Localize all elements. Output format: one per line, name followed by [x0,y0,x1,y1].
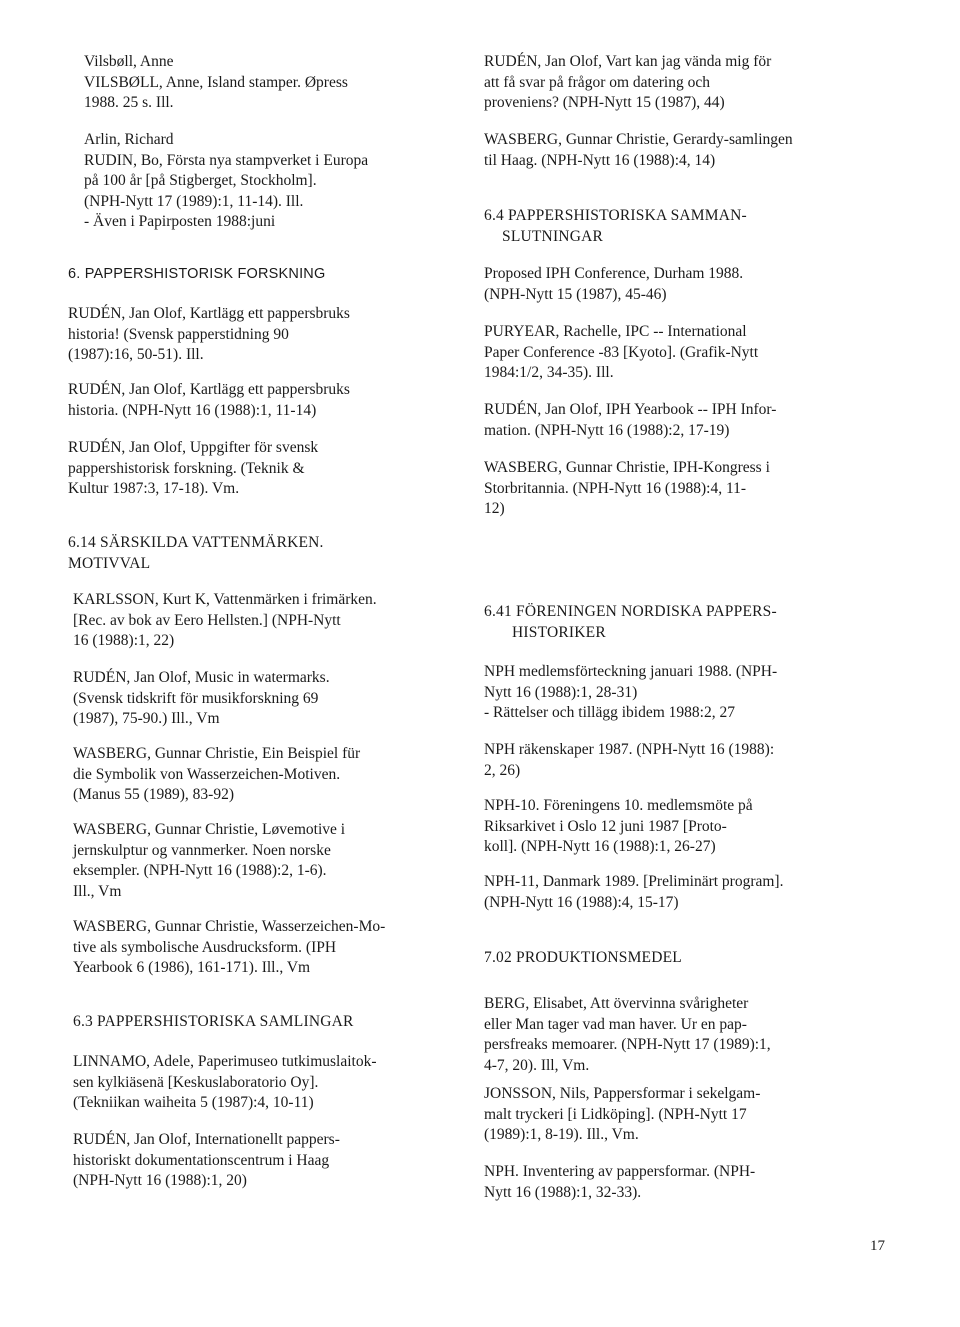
entry-line: die Symbolik von Wasserzeichen-Motiven. [73,765,341,783]
section-heading-6-41 [484,602,884,643]
entry-line: Riksarkivet i Oslo 12 juni 1987 [Proto- [484,817,727,835]
entry-line: eksempler. (NPH-Nytt 16 (1988):2, 1-6). [73,862,327,879]
entry-line: jernskulptur og vannmerker. Noen norske [73,841,331,859]
bibliography-entry-ruden-kartlagg-1 [68,304,428,366]
bibliography-entry-nph-rakenskaper [484,740,844,781]
bibliography-entry-karlsson [73,590,433,652]
entry-line: RUDÉN, Jan Olof, Vart kan jag vända mig för [484,53,772,70]
bibliography-entry-nph-inventering [484,1162,844,1203]
heading-line: MOTIVVAL [68,554,151,572]
entry-line: (Svensk tidskrift för musikforskning 69 [73,689,319,707]
heading-line: 6.41 FÖRENINGEN NORDISKA PAPPERS- [484,603,777,620]
bibliography-entry-ruden-uppgifter [68,438,428,500]
entry-line: WASBERG, Gunnar Christie, Gerardy-samlingen [484,131,793,148]
entry-line: WASBERG, Gunnar Christie, IPH-Kongress i [484,459,770,476]
entry-line: proveniens? (NPH-Nytt 15 (1987), 44) [484,94,725,111]
entry-line: eller Man tager vad man haver. Ur en pap- [484,1015,747,1033]
heading-line: HISTORIKER [512,623,606,641]
section-heading-6-3 [73,1012,473,1033]
entry-line: RUDÉN, Jan Olof, Kartlägg ett pappersbruks [68,381,350,398]
entry-line: (1989):1, 8-19). Ill., Vm. [484,1126,639,1143]
bibliography-entry-jonsson [484,1084,844,1146]
heading-line: 6. PAPPERSHISTORISK FORSKNING [68,266,326,282]
entry-line: att få svar på frågor om datering och [484,73,710,91]
entry-line: VILSBØLL, Anne, Island stamper. Øpress [84,73,348,91]
bibliography-entry-ruden-kartlagg-2 [68,380,428,421]
entry-line: Ill., Vm [73,882,122,900]
bibliography-entry-proposed-iph [484,264,844,305]
heading-line: 7.02 PRODUKTIONSMEDEL [484,949,682,966]
bibliography-entry-wasberg-lovemotive [73,820,433,902]
entry-line: (NPH-Nytt 17 (1989):1, 11-14). Ill. [84,192,304,210]
entry-line: RUDÉN, Jan Olof, Music in watermarks. [73,669,330,686]
entry-line: - Även i Papirposten 1988:juni [84,213,276,230]
entry-line: (1987), 75-90.) Ill., Vm [73,710,220,727]
bibliography-entry-arlin [84,130,444,233]
entry-line: på 100 år [på Stigberget, Stockholm]. [84,172,317,189]
entry-line: historia! (Svensk papperstidning 90 [68,325,289,343]
page-number: 17 [870,1238,885,1254]
bibliography-entry-wasberg-beispiel [73,744,433,806]
entry-line: Nytt 16 (1988):1, 32-33). [484,1183,642,1201]
bibliography-entry-ruden-vart [484,52,844,114]
entry-line: [Rec. av bok av Eero Hellsten.] (NPH-Nytt [73,611,341,629]
entry-line: malt tryckeri [i Lidköping]. (NPH-Nytt 17 [484,1105,747,1123]
section-heading-6-4 [484,206,884,247]
bibliography-entry-linnamo [73,1052,433,1114]
entry-line: til Haag. (NPH-Nytt 16 (1988):4, 14) [484,151,716,169]
heading-line: 6.3 PAPPERSHISTORISKA SAMLINGAR [73,1013,354,1030]
section-heading-6-14 [68,533,468,574]
entry-line: pappershistorisk forskning. (Teknik & [68,459,305,477]
bibliography-entry-nph-medlemsforteckning [484,662,844,724]
entry-line: (Manus 55 (1989), 83-92) [73,786,235,803]
entry-line: RUDÉN, Jan Olof, Kartlägg ett pappersbruks [68,305,350,322]
entry-line: NPH-11, Danmark 1989. [Preliminärt program]. [484,873,784,890]
entry-line: tive als symbolische Ausdrucksform. (IPH [73,938,337,956]
entry-line: koll]. (NPH-Nytt 16 (1988):1, 26-27) [484,838,716,855]
heading-line: 6.14 SÄRSKILDA VATTENMÄRKEN. [68,534,324,551]
entry-line: Vilsbøll, Anne [84,53,174,70]
entry-line: WASBERG, Gunnar Christie, Løvemotive i [73,821,346,838]
bibliography-entry-puryear [484,322,844,384]
entry-line: - Rättelser och tillägg ibidem 1988:2, 27 [484,704,735,721]
entry-line: LINNAMO, Adele, Paperimuseo tutkimuslaitok- [73,1053,377,1070]
entry-line: NPH medlemsförteckning januari 1988. (NPH- [484,663,778,680]
entry-line: 2, 26) [484,761,521,779]
entry-line: 4-7, 20). Ill, Vm. [484,1056,590,1074]
entry-line: 1984:1/2, 34-35). Ill. [484,364,614,381]
entry-line: (NPH-Nytt 16 (1988):1, 20) [73,1172,247,1189]
entry-line: WASBERG, Gunnar Christie, Wasserzeichen-Mo- [73,918,386,935]
entry-line: RUDÉN, Jan Olof, Uppgifter för svensk [68,439,319,456]
entry-line: (NPH-Nytt 16 (1988):4, 15-17) [484,893,679,911]
section-heading-6 [68,264,468,285]
entry-line: RUDIN, Bo, Första nya stampverket i Europa [84,151,369,169]
entry-line: NPH räkenskaper 1987. (NPH-Nytt 16 (1988): [484,741,775,758]
entry-line: Nytt 16 (1988):1, 28-31) [484,683,638,701]
entry-line: (1987):16, 50-51). Ill. [68,346,204,363]
entry-line: 1988. 25 s. Ill. [84,94,174,111]
bibliography-entry-wasberg-wasserzeichen [73,917,433,979]
heading-line: SLUTNINGAR [502,227,604,245]
bibliography-entry-ruden-music [73,668,433,730]
entry-line: RUDÉN, Jan Olof, Internationellt pappers- [73,1131,340,1148]
entry-line: BERG, Elisabet, Att övervinna svårigheter [484,995,749,1012]
entry-line: (Tekniikan waiheita 5 (1987):4, 10-11) [73,1094,314,1111]
entry-line: mation. (NPH-Nytt 16 (1988):2, 17-19) [484,421,730,439]
entry-line: Paper Conference -83 [Kyoto]. (Grafik-Nytt [484,343,759,361]
entry-line: historiskt dokumentationscentrum i Haag [73,1151,330,1169]
entry-line: PURYEAR, Rachelle, IPC -- International [484,323,747,340]
entry-line: historia. (NPH-Nytt 16 (1988):1, 11-14) [68,401,317,419]
bibliography-entry-nph-11 [484,872,844,913]
entry-line: 16 (1988):1, 22) [73,632,175,649]
entry-line: WASBERG, Gunnar Christie, Ein Beispiel für [73,745,361,762]
entry-line: JONSSON, Nils, Pappersformar i sekelgam- [484,1085,761,1102]
entry-line: Arlin, Richard [84,131,174,148]
bibliography-entry-berg [484,994,844,1076]
entry-line: Storbritannia. (NPH-Nytt 16 (1988):4, 11- [484,479,747,497]
bibliography-entry-ruden-internationellt [73,1130,433,1192]
entry-line: KARLSSON, Kurt K, Vattenmärken i frimärken. [73,591,377,608]
bibliography-entry-wasberg-gerardy [484,130,844,171]
entry-line: NPH. Inventering av pappersformar. (NPH- [484,1163,756,1180]
entry-line: 12) [484,500,505,517]
bibliography-entry-nph-10 [484,796,844,858]
entry-line: persfreaks memoarer. (NPH-Nytt 17 (1989):1, [484,1036,771,1053]
entry-line: Kultur 1987:3, 17-18). Vm. [68,480,240,497]
bibliography-entry-ruden-iph-yearbook [484,400,844,441]
entry-line: Yearbook 6 (1986), 161-171). Ill., Vm [73,959,311,976]
bibliography-entry-wasberg-iph-kongress [484,458,844,520]
heading-line: 6.4 PAPPERSHISTORISKA SAMMAN- [484,207,747,224]
entry-line: NPH-10. Föreningens 10. medlemsmöte på [484,797,753,814]
section-heading-7-02 [484,948,884,969]
entry-line: Proposed IPH Conference, Durham 1988. [484,265,744,282]
entry-line: RUDÉN, Jan Olof, IPH Yearbook -- IPH Infor- [484,401,777,418]
entry-line: sen kylkiäsenä [Keskuslaboratorio Oy]. [73,1073,319,1091]
bibliography-entry-vilsboll [84,52,444,114]
entry-line: (NPH-Nytt 15 (1987), 45-46) [484,285,667,303]
